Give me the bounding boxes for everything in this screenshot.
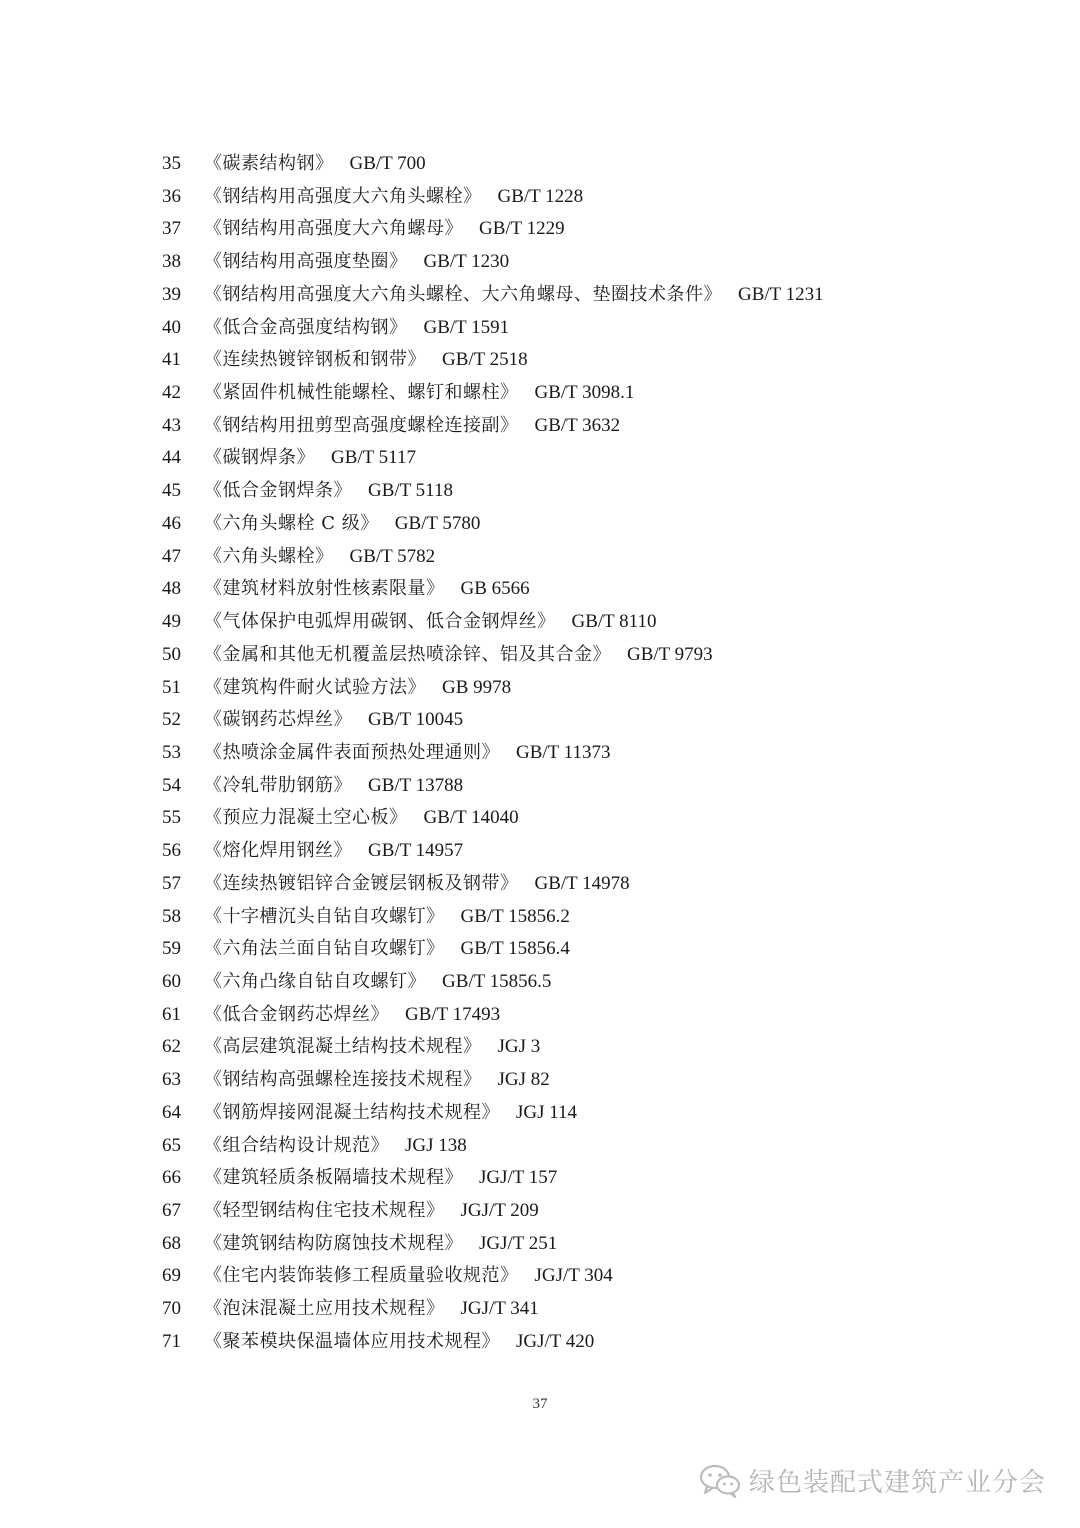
- item-number: 51: [162, 676, 181, 698]
- item-text: [204, 737, 610, 770]
- item-number: 69: [162, 1265, 181, 1287]
- standard-code: JGJ/T 341: [460, 1298, 539, 1320]
- standard-title: 《低合金高强度结构钢》: [204, 316, 408, 338]
- standard-code: GB/T 15856.5: [442, 970, 552, 992]
- standard-code: GB/T 10045: [368, 709, 464, 731]
- item-text: [204, 1228, 557, 1261]
- standard-code: GB/T 700: [349, 153, 426, 174]
- item-text: [204, 770, 463, 803]
- item-number: 40: [162, 316, 181, 338]
- list-item: [0, 377, 1080, 410]
- standard-title: 《钢结构用扭剪型高强度螺栓连接副》: [204, 414, 519, 436]
- standard-title: 《建筑钢结构防腐蚀技术规程》: [204, 1232, 463, 1254]
- item-text: [204, 1162, 557, 1195]
- item-number: 67: [162, 1200, 181, 1221]
- item-number: 65: [162, 1134, 181, 1156]
- standard-code: GB/T 8110: [571, 611, 657, 633]
- list-item: [0, 966, 1080, 999]
- page-number: 37: [532, 1396, 548, 1412]
- item-number: 41: [162, 349, 181, 371]
- item-number: 46: [162, 512, 181, 534]
- list-item: [0, 1260, 1080, 1293]
- item-number: 47: [162, 545, 181, 567]
- item-text: [204, 279, 824, 312]
- item-number: 61: [162, 1003, 181, 1025]
- item-text: [204, 868, 630, 901]
- standard-title: 《连续热镀铝锌合金镀层钢板及钢带》: [204, 872, 519, 894]
- list-item: [0, 312, 1080, 345]
- watermark: [699, 1462, 1046, 1499]
- list-item: [0, 1293, 1080, 1326]
- item-text: [204, 802, 519, 835]
- item-text: [204, 475, 453, 508]
- list-item: [0, 279, 1080, 312]
- item-number: 48: [162, 578, 181, 600]
- list-item: [0, 1097, 1080, 1130]
- standard-title: 《钢筋焊接网混凝土结构技术规程》: [204, 1101, 500, 1123]
- standard-code: GB/T 14957: [368, 840, 464, 862]
- list-item: [0, 1130, 1080, 1163]
- standard-title: 《钢结构用高强度大六角头螺栓、大六角螺母、垫圈技术条件》: [204, 283, 722, 305]
- standard-code: JGJ/T 304: [534, 1265, 613, 1287]
- item-number: 66: [162, 1167, 181, 1189]
- list-item: [0, 1162, 1080, 1195]
- item-text: [204, 377, 634, 410]
- item-text: [204, 312, 509, 345]
- standard-title: 《碳钢药芯焊丝》: [204, 709, 352, 731]
- list-item: [0, 770, 1080, 803]
- list-item: [0, 802, 1080, 835]
- standard-code: JGJ 82: [497, 1069, 550, 1091]
- standard-code: GB/T 11373: [516, 741, 611, 763]
- list-item: [0, 442, 1080, 475]
- item-text: [204, 1195, 539, 1228]
- item-number: 68: [162, 1232, 181, 1254]
- item-number: 42: [162, 382, 181, 404]
- standard-title: 《建筑构件耐火试验方法》: [204, 676, 426, 698]
- item-text: [204, 442, 416, 475]
- standard-code: JGJ 114: [516, 1101, 578, 1123]
- list-item: [0, 1228, 1080, 1261]
- list-item: [0, 1064, 1080, 1097]
- standard-code: GB/T 15856.2: [460, 905, 570, 927]
- list-item: [0, 1195, 1080, 1228]
- list-item: [0, 541, 1080, 574]
- standard-code: GB/T 5782: [349, 545, 436, 567]
- standard-code: JGJ/T 251: [479, 1232, 558, 1254]
- item-number: 58: [162, 905, 181, 927]
- item-number: 55: [162, 807, 181, 829]
- list-item: [0, 344, 1080, 377]
- item-text: [204, 672, 511, 705]
- item-number: 57: [162, 872, 181, 894]
- item-text: [204, 1031, 540, 1064]
- item-number: 60: [162, 970, 181, 992]
- watermark-text: 绿色装配式建筑产业分会: [748, 1468, 1046, 1498]
- standard-code: GB/T 3632: [534, 414, 621, 436]
- standard-code: GB 6566: [460, 578, 530, 600]
- list-item: [0, 639, 1080, 672]
- item-number: 52: [162, 709, 181, 731]
- item-text: [204, 835, 463, 868]
- item-text: [204, 933, 570, 966]
- item-text: [204, 1260, 613, 1293]
- item-number: 35: [162, 153, 181, 174]
- standard-code: GB/T 9793: [627, 643, 713, 665]
- list-item: [0, 508, 1080, 541]
- standard-code: GB/T 1591: [423, 316, 510, 338]
- list-item: [0, 606, 1080, 639]
- item-number: 50: [162, 643, 181, 665]
- item-number: 44: [162, 447, 181, 469]
- standard-code: JGJ 138: [405, 1134, 467, 1156]
- list-item: [0, 1031, 1080, 1064]
- standard-title: 《六角凸缘自钻自攻螺钉》: [204, 970, 426, 992]
- item-number: 70: [162, 1298, 181, 1320]
- item-text: [204, 246, 509, 279]
- standard-title: 《六角头螺栓》: [204, 545, 334, 567]
- list-item: [0, 246, 1080, 279]
- standard-title: 《钢结构用高强度大六角螺母》: [204, 218, 463, 240]
- standard-title: 《熔化焊用钢丝》: [204, 840, 352, 862]
- standard-title: 《住宅内装饰装修工程质量验收规范》: [204, 1265, 519, 1287]
- item-text: [204, 1130, 467, 1163]
- item-text: [204, 999, 500, 1032]
- standard-code: GB/T 14978: [534, 872, 630, 894]
- standard-code: GB/T 5780: [394, 512, 481, 534]
- standard-title: 《聚苯模块保温墙体应用技术规程》: [204, 1330, 500, 1352]
- standard-code: GB/T 2518: [442, 349, 528, 371]
- item-text: [204, 573, 530, 606]
- list-item: [0, 410, 1080, 443]
- standard-title: 《钢结构高强螺栓连接技术规程》: [204, 1069, 482, 1091]
- standard-code: GB/T 15856.4: [460, 938, 570, 960]
- list-item: [0, 901, 1080, 934]
- standard-title: 《热喷涂金属件表面预热处理通则》: [204, 741, 500, 763]
- list-item: [0, 148, 1080, 181]
- standard-title: 《钢结构用高强度垫圈》: [204, 251, 408, 273]
- item-text: [204, 704, 463, 737]
- standard-title: 《十字槽沉头自钻自攻螺钉》: [204, 905, 445, 927]
- standard-title: 《低合金钢药芯焊丝》: [204, 1003, 389, 1025]
- item-text: [204, 639, 713, 672]
- standard-code: GB/T 14040: [423, 807, 519, 829]
- item-number: 71: [162, 1330, 181, 1352]
- standard-code: GB/T 1230: [423, 251, 510, 273]
- standard-title: 《高层建筑混凝土结构技术规程》: [204, 1036, 482, 1058]
- standard-code: GB/T 17493: [405, 1003, 501, 1025]
- item-number: 63: [162, 1069, 181, 1091]
- item-number: 54: [162, 774, 181, 796]
- item-number: 37: [162, 218, 181, 240]
- list-item: [0, 999, 1080, 1032]
- item-number: 64: [162, 1101, 181, 1123]
- item-number: 36: [162, 185, 181, 207]
- standard-title: 《紧固件机械性能螺栓、螺钉和螺柱》: [204, 382, 519, 404]
- list-item: [0, 704, 1080, 737]
- list-item: [0, 868, 1080, 901]
- item-text: [204, 344, 528, 377]
- list-item: [0, 181, 1080, 214]
- list-item: [0, 672, 1080, 705]
- item-text: [204, 606, 656, 639]
- item-text: [204, 508, 480, 541]
- item-number: 49: [162, 611, 181, 633]
- list-item: [0, 573, 1080, 606]
- item-number: 38: [162, 251, 181, 273]
- item-text: [204, 966, 551, 999]
- item-text: [204, 901, 570, 934]
- item-text: [204, 1293, 539, 1326]
- list-item: [0, 933, 1080, 966]
- item-number: 53: [162, 741, 181, 763]
- item-text: [204, 181, 583, 214]
- item-text: [204, 410, 620, 443]
- standard-title: 《泡沫混凝土应用技术规程》: [204, 1298, 445, 1320]
- standard-code: GB/T 1231: [738, 283, 824, 305]
- item-number: 56: [162, 840, 181, 862]
- standard-title: 《冷轧带肋钢筋》: [204, 774, 352, 796]
- standard-code: GB/T 13788: [368, 774, 464, 796]
- standard-title: 《金属和其他无机覆盖层热喷涂锌、铝及其合金》: [204, 643, 611, 665]
- standard-title: 《碳钢焊条》: [204, 447, 315, 469]
- item-text: [204, 541, 435, 574]
- standard-title: 《碳素结构钢》: [204, 153, 334, 174]
- wechat-icon: [699, 1463, 741, 1499]
- standard-title: 《六角头螺栓 C 级》: [204, 512, 379, 534]
- list-item: [0, 213, 1080, 246]
- standard-code: GB 9978: [442, 676, 512, 698]
- item-number: 39: [162, 283, 181, 305]
- standard-title: 《预应力混凝土空心板》: [204, 807, 408, 829]
- standard-title: 《连续热镀锌钢板和钢带》: [204, 349, 426, 371]
- standard-title: 《建筑轻质条板隔墙技术规程》: [204, 1167, 463, 1189]
- standard-title: 《钢结构用高强度大六角头螺栓》: [204, 185, 482, 207]
- item-text: [204, 1097, 577, 1130]
- item-number: 62: [162, 1036, 181, 1058]
- standard-code: JGJ 3: [497, 1036, 541, 1058]
- standard-title: 《轻型钢结构住宅技术规程》: [204, 1200, 445, 1221]
- standard-code: GB/T 5117: [331, 447, 416, 469]
- item-text: [204, 1064, 550, 1097]
- standard-code: JGJ/T 209: [460, 1200, 539, 1221]
- list-item: [0, 1326, 1080, 1359]
- standards-list: [0, 148, 1080, 1359]
- item-number: 59: [162, 938, 181, 960]
- standard-code: JGJ/T 420: [516, 1330, 595, 1352]
- standard-title: 《建筑材料放射性核素限量》: [204, 578, 445, 600]
- standard-code: GB/T 1228: [497, 185, 584, 207]
- item-text: [204, 213, 565, 246]
- standard-title: 《组合结构设计规范》: [204, 1134, 389, 1156]
- standard-title: 《六角法兰面自钻自攻螺钉》: [204, 938, 445, 960]
- item-number: 43: [162, 414, 181, 436]
- standard-title: 《气体保护电弧焊用碳钢、低合金钢焊丝》: [204, 611, 556, 633]
- standard-code: JGJ/T 157: [479, 1167, 558, 1189]
- list-item: [0, 835, 1080, 868]
- standard-code: GB/T 3098.1: [534, 382, 635, 404]
- item-number: 45: [162, 480, 181, 502]
- standard-code: GB/T 1229: [479, 218, 565, 240]
- list-item: [0, 737, 1080, 770]
- item-text: [204, 1326, 594, 1359]
- standard-code: GB/T 5118: [368, 480, 453, 502]
- standard-title: 《低合金钢焊条》: [204, 480, 352, 502]
- item-text: [204, 148, 426, 181]
- list-item: [0, 475, 1080, 508]
